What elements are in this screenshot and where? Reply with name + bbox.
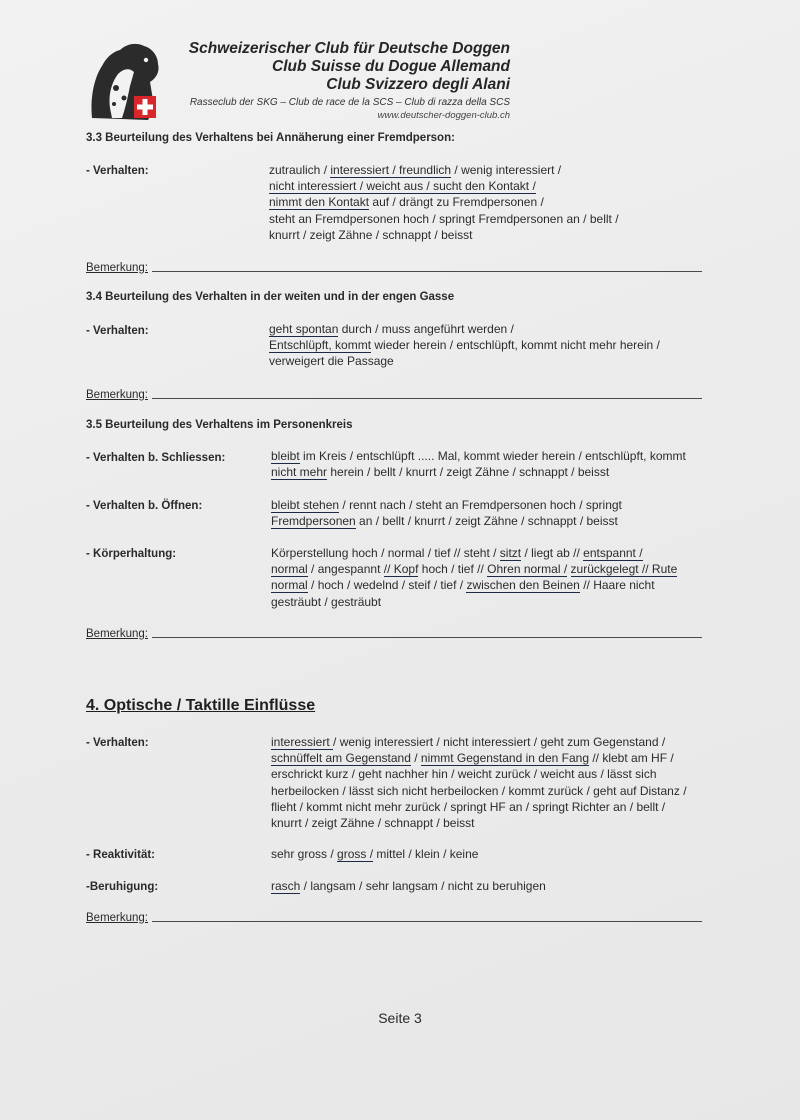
s4-remark: Bemerkung:: [86, 912, 702, 924]
s35-body-options: Körperstellung hoch / normal / tief // steht / sitzt / liegt ab // entspannt / normal / angespannt // Kopf hoch / tief // Ohren normal / zurückgelegt // Rute normal / hoch / wedelnd / steif / tief / zwischen den Beinen // Haare nicht gesträubt / gesträubt: [271, 546, 678, 609]
marked-option: Entschlüpft, kommt: [269, 338, 372, 353]
marked-option: zurückgelegt // Rute: [570, 562, 678, 577]
marked-option: Ohren normal /: [487, 562, 568, 577]
s4-reactivity-label: - Reaktivität:: [86, 849, 156, 861]
club-name-fr: Club Suisse du Dogue Allemand: [272, 58, 510, 75]
s34-behaviour-options: geht spontan durch / muss angeführt werden / Entschlüpft, kommt wieder herein / entschlüpft, kommt nicht mehr herein / verweigert die Passage: [269, 322, 660, 369]
s35-body-label: - Körperhaltung:: [86, 548, 177, 560]
marked-option: bleibt: [271, 449, 300, 463]
section-3-3-heading: 3.3 Beurteilung des Verhaltens bei Annäherung einer Fremdperson:: [86, 132, 455, 144]
s33-behaviour-label: - Verhalten:: [86, 165, 149, 177]
section-3-4-heading: 3.4 Beurteilung des Verhalten in der weiten und in der engen Gasse: [86, 291, 455, 303]
marked-option: nimmt den Kontakt: [269, 195, 370, 210]
s4-reactivity-options: sehr gross / gross / mittel / klein / keine: [271, 847, 479, 861]
marked-option: geht spontan: [269, 322, 339, 336]
s35-remark: Bemerkung:: [86, 628, 702, 640]
club-logo: [86, 38, 168, 122]
marked-option: sitzt: [499, 546, 522, 560]
section-4-heading: 4. Optische / Taktille Einflüsse: [86, 697, 316, 714]
marked-option: normal: [271, 578, 308, 593]
s4-calming-options: rasch / langsam / sehr langsam / nicht zu beruhigen: [271, 879, 546, 893]
section-3-5-heading: 3.5 Beurteilung des Verhaltens im Personenkreis: [86, 419, 353, 431]
s35-open-label: - Verhalten b. Öffnen:: [86, 500, 203, 512]
marked-option: entspannt /: [583, 546, 643, 560]
club-header: [180, 40, 510, 122]
marked-option: nimmt Gegenstand in den Fang: [420, 751, 589, 766]
s4-behaviour-options: interessiert / wenig interessiert / nicht interessiert / geht zum Gegenstand / schnüffelt am Gegenstand / nimmt Gegenstand in den Fang // klebt am HF / erschrickt kurz / geht nachher hin / weicht zurück / weicht aus / lässt sich herbeilocken / lässt sich nicht herbeilocken / kommt zurück / geht auf Distanz / flieht / kommt nicht mehr zurück / springt HF an / springt Richter an / bellt / knurrt / zeigt Zähne / schnappt / beisst: [271, 735, 687, 831]
s4-calming-label: -Beruhigung:: [86, 881, 159, 893]
s4-behaviour-label: - Verhalten:: [86, 737, 149, 749]
s34-remark: Bemerkung:: [86, 389, 702, 401]
marked-option: schnüffelt am Gegenstand: [271, 751, 411, 766]
s35-close-label: - Verhalten b. Schliessen:: [86, 452, 226, 464]
club-name-it: Club Svizzero degli Alani: [326, 76, 510, 93]
marked-option: // Kopf: [383, 562, 419, 577]
marked-option: Fremdpersonen: [271, 514, 356, 529]
page-number: Seite 3: [378, 1010, 422, 1026]
marked-option: normal: [271, 562, 308, 577]
s34-behaviour-label: - Verhalten:: [86, 325, 149, 337]
s33-remark: Bemerkung:: [86, 262, 702, 274]
club-name-de: Schweizerischer Club für Deutsche Doggen: [188, 40, 510, 57]
marked-option: interessiert: [271, 735, 334, 749]
club-website: www.deutscher-doggen-club.ch: [377, 110, 510, 121]
marked-option: nicht interessiert / weicht aus / sucht den Kontakt /: [269, 179, 536, 194]
marked-option: interessiert / freundlich: [330, 163, 452, 177]
marked-option: zwischen den Beinen: [466, 578, 580, 593]
marked-option: gross /: [337, 847, 374, 861]
s35-close-options: bleibt im Kreis / entschlüpft ..... Mal, kommt wieder herein / entschlüpft, kommt nicht mehr herein / bellt / knurrt / zeigt Zähne / schnappt / beisst: [271, 449, 686, 480]
marked-option: nicht mehr: [271, 465, 328, 480]
marked-option: bleibt stehen: [271, 498, 340, 512]
marked-option: rasch: [271, 879, 301, 893]
s33-behaviour-options: zutraulich / interessiert / freundlich / wenig interessiert / nicht interessiert / weicht aus / sucht den Kontakt / nimmt den Kontakt auf / drängt zu Fremdpersonen / steht an Fremdpersonen hoch / springt Fremdpersonen an / bellt / knurrt / zeigt Zähne / schnappt / beisst: [269, 163, 619, 242]
s35-open-options: bleibt stehen / rennt nach / steht an Fremdpersonen hoch / springt Fremdpersonen an / bellt / knurrt / zeigt Zähne / schnappt / beisst: [271, 498, 622, 529]
club-subtitle: Rasseclub der SKG – Club de race de la SCS – Club di razza della SCS: [189, 97, 510, 108]
